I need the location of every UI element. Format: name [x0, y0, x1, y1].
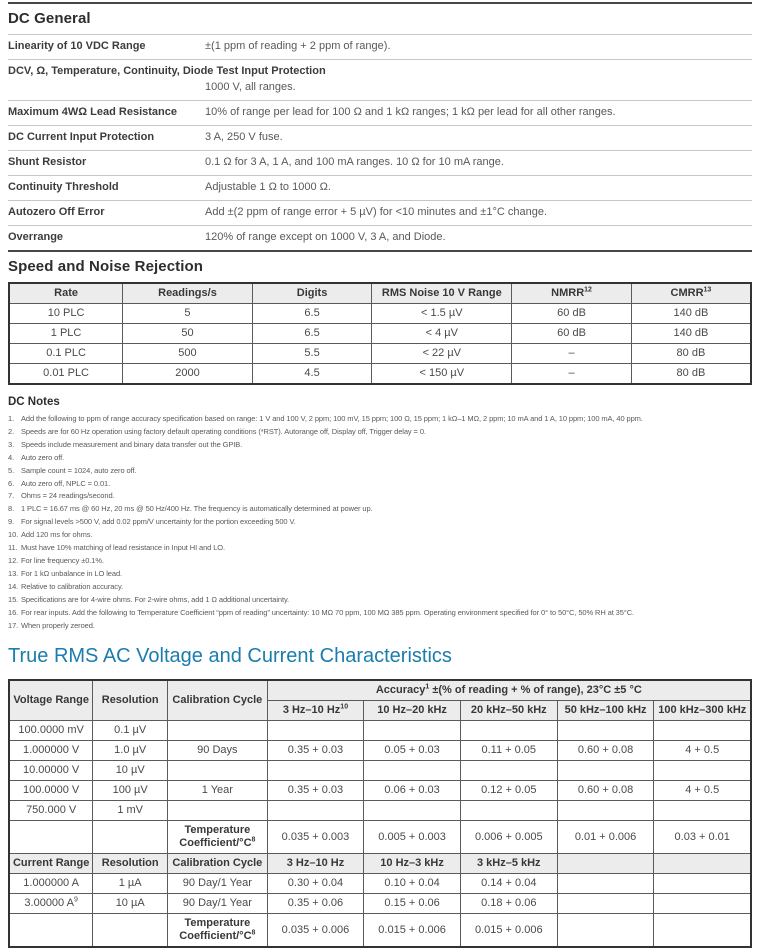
note-row	[8, 503, 752, 516]
table-header-cell: RMS Noise 10 V Range	[372, 283, 512, 304]
note-number: 1.	[8, 414, 15, 423]
note-text: Add the following to ppm of range accuracy specification based on range: 1 V and 100 V, 2 ppm; 100 mV, 15 ppm; 100 Ω, 15 ppm; 1 kΩ–1 MΩ, 2 ppm; 10 mA and 1 A, 10 ppm; 100 mA, 40 ppm.	[21, 414, 643, 423]
table-cell: < 1.5 µV	[372, 304, 512, 324]
table-cell	[557, 894, 654, 914]
table-header-cell: 20 kHz–50 kHz	[460, 701, 557, 721]
table-cell: 0.035 + 0.003	[267, 821, 364, 854]
note-row	[8, 529, 752, 542]
table-cell: 0.01 + 0.006	[557, 821, 654, 854]
spec-label: Maximum 4WΩ Lead Resistance	[8, 106, 177, 118]
note-row	[8, 607, 752, 620]
note-text: Relative to calibration accuracy.	[21, 581, 124, 591]
table-cell: 1 PLC	[9, 324, 123, 344]
dc-notes-list	[8, 413, 752, 632]
table-cell	[267, 761, 364, 781]
table-cell: 4.5	[252, 364, 372, 385]
note-text: Must have 10% matching of lead resistance in Input HI and LO.	[21, 543, 226, 553]
table-cell	[460, 721, 557, 741]
table-header-cell: 50 kHz–100 kHz	[557, 701, 654, 721]
note-text: Auto zero off, NPLC = 0.01.	[21, 478, 111, 488]
table-cell	[557, 761, 654, 781]
table-cell: 60 dB	[512, 324, 632, 344]
note-text: For signal levels >500 V, add 0.02 ppm/V uncertainty for the portion exceeding 500 V.	[21, 517, 296, 527]
ac-characteristics-table-grid	[8, 679, 752, 948]
note-text: 1 PLC = 16.67 ms @ 60 Hz, 20 ms @ 50 Hz/400 Hz. The frequency is automatically determined at power up.	[21, 504, 373, 514]
table-cell: 0.35 + 0.03	[267, 781, 364, 801]
table-header-cell: 10 Hz–3 kHz	[364, 854, 461, 874]
table-cell: 80 dB	[631, 364, 751, 385]
table-header-cell: 3 Hz–10 Hz	[267, 854, 364, 874]
table-cell: 10 PLC	[9, 304, 123, 324]
table-cell: 1 µA	[93, 874, 168, 894]
table-cell	[557, 801, 654, 821]
table-row	[9, 761, 751, 781]
table-cell: 0.60 + 0.08	[557, 741, 654, 761]
note-number: 15.	[8, 594, 19, 604]
table-cell: 0.015 + 0.006	[460, 914, 557, 948]
table-row	[9, 874, 751, 894]
table-row	[9, 324, 751, 344]
table-row	[9, 344, 751, 364]
table-cell: –	[512, 344, 632, 364]
table-cell: 10.00000 V	[9, 761, 93, 781]
table-header-cell	[557, 854, 654, 874]
section-divider	[8, 250, 752, 252]
table-cell: 1 mV	[93, 801, 168, 821]
spec-label: Overrange	[8, 231, 64, 243]
table-header-cell: 10 Hz–20 kHz	[364, 701, 461, 721]
table-row	[9, 680, 751, 701]
note-row	[8, 594, 752, 607]
spec-row	[8, 100, 752, 125]
spec-value: 120% of range except on 1000 V, 3 A, and Diode.	[205, 231, 446, 243]
table-cell	[460, 761, 557, 781]
table-cell: 0.18 + 0.06	[460, 894, 557, 914]
table-row	[9, 894, 751, 914]
table-cell: 0.06 + 0.03	[364, 781, 461, 801]
note-number: 9.	[8, 517, 15, 527]
spec-row	[8, 225, 752, 250]
table-cell: 80 dB	[631, 344, 751, 364]
table-cell	[557, 914, 654, 948]
spec-value: Adjustable 1 Ω to 1000 Ω.	[205, 181, 331, 193]
note-number: 6.	[8, 478, 15, 488]
table-cell: 0.1 PLC	[9, 344, 123, 364]
spec-label: Linearity of 10 VDC Range	[8, 40, 146, 52]
note-text: Auto zero off.	[21, 452, 65, 462]
note-text: When properly zeroed.	[21, 620, 95, 630]
table-cell: Temperature Coefficient/$^\circ C^8$	[168, 914, 268, 948]
note-text: For rear inputs. Add the following to Temperature Coefficient “ppm of reading” uncertainty: 10 MΩ 70 ppm, 100 MΩ 385 ppm. Operating environment specified for 0° to 50°C, 50% RH at 35°C.	[21, 607, 635, 617]
note-row	[8, 413, 752, 426]
table-cell: 140 dB	[631, 324, 751, 344]
note-row	[8, 581, 752, 594]
table-cell: 5	[123, 304, 253, 324]
table-cell	[460, 801, 557, 821]
table-cell: 1 Year	[168, 781, 268, 801]
table-cell: 90 Day/1 Year	[168, 874, 268, 894]
note-number: 11.	[8, 543, 18, 553]
table-cell: 0.15 + 0.06	[364, 894, 461, 914]
table-cell: 0.03 + 0.01	[654, 821, 751, 854]
spec-value: 1000 V, all ranges.	[205, 81, 296, 93]
spec-row	[8, 34, 752, 59]
note-row	[8, 516, 752, 529]
table-cell: –	[512, 364, 632, 385]
speed-noise-title: Speed and Noise Rejection	[8, 258, 204, 275]
spec-label: DC Current Input Protection	[8, 131, 155, 143]
table-cell: 100 µV	[93, 781, 168, 801]
note-number: 12.	[8, 555, 19, 565]
table-header-cell: Resolution	[93, 680, 168, 721]
note-row	[8, 568, 752, 581]
table-cell: 6.5	[252, 304, 372, 324]
table-cell: 0.05 + 0.03	[364, 741, 461, 761]
table-header-cell	[654, 854, 751, 874]
table-row	[9, 821, 751, 854]
spec-value: Add ±(2 ppm of range error + 5 µV) for <10 minutes and ±1°C change.	[205, 206, 547, 218]
table-cell: 500	[123, 344, 253, 364]
note-number: 4.	[8, 452, 15, 462]
table-cell: 0.015 + 0.006	[364, 914, 461, 948]
table-header-cell: 3 kHz–5 kHz	[460, 854, 557, 874]
section-divider	[8, 2, 752, 4]
table-cell	[93, 821, 168, 854]
table-cell: 0.035 + 0.006	[267, 914, 364, 948]
note-number: 16.	[8, 607, 19, 617]
spec-value: 3 A, 250 V fuse.	[205, 131, 283, 143]
table-cell	[168, 801, 268, 821]
table-cell	[654, 721, 751, 741]
table-cell: < 150 µV	[372, 364, 512, 385]
note-number: 7.	[8, 491, 15, 501]
table-cell	[267, 801, 364, 821]
table-cell: 100.0000 V	[9, 781, 93, 801]
table-cell: 2000	[123, 364, 253, 385]
table-header-cell: Readings/s	[123, 283, 253, 304]
table-row	[9, 304, 751, 324]
note-row	[8, 452, 752, 465]
table-cell: 0.14 + 0.04	[460, 874, 557, 894]
ac-characteristics-table	[8, 679, 752, 948]
table-cell: 4 + 0.5	[654, 781, 751, 801]
note-number: 13.	[8, 568, 19, 578]
note-number: 5.	[8, 465, 15, 475]
table-cell: 0.30 + 0.04	[267, 874, 364, 894]
table-cell	[364, 721, 461, 741]
note-text: Ohms = 24 readings/second.	[21, 491, 115, 501]
table-cell	[9, 914, 93, 948]
table-cell	[654, 914, 751, 948]
table-cell: 1.0 µV	[93, 741, 168, 761]
table-cell: 0.005 + 0.003	[364, 821, 461, 854]
table-cell: < 4 µV	[372, 324, 512, 344]
table-cell: 750.000 V	[9, 801, 93, 821]
table-cell	[557, 721, 654, 741]
note-number: 8.	[8, 504, 15, 514]
table-cell: 0.35 + 0.06	[267, 894, 364, 914]
table-cell: 1.000000 A	[9, 874, 93, 894]
table-cell	[168, 761, 268, 781]
table-cell	[93, 914, 168, 948]
table-cell	[364, 761, 461, 781]
note-row	[8, 555, 752, 568]
table-header-cell: Current Range	[9, 854, 93, 874]
dc-general-spec-list	[8, 34, 752, 250]
speed-noise-table	[8, 282, 752, 385]
spec-value: ±(1 ppm of reading + 2 ppm of range).	[205, 40, 391, 52]
table-row	[9, 914, 751, 948]
note-row	[8, 478, 752, 491]
note-number: 14.	[8, 581, 19, 591]
table-header-cell: Accuracy$^1$ ±(% of reading + % of range), 23°C ±5 °C	[267, 680, 751, 701]
spec-value: 0.1 Ω for 3 A, 1 A, and 100 mA ranges. 10 Ω for 10 mA range.	[205, 156, 504, 168]
table-cell: 10 µA	[93, 894, 168, 914]
spec-label: Shunt Resistor	[8, 156, 87, 168]
table-cell: 4 + 0.5	[654, 741, 751, 761]
table-cell	[9, 821, 93, 854]
table-header-cell: Calibration Cycle	[168, 680, 268, 721]
table-row	[9, 364, 751, 385]
table-cell	[654, 801, 751, 821]
table-header-cell: 3 Hz–10 Hz$^{10}$	[267, 701, 364, 721]
table-cell: 0.006 + 0.005	[460, 821, 557, 854]
note-row	[8, 620, 752, 633]
table-cell: 100.0000 mV	[9, 721, 93, 741]
table-cell	[168, 721, 268, 741]
table-cell: 10 µV	[93, 761, 168, 781]
table-cell	[654, 894, 751, 914]
table-header-cell: Voltage Range	[9, 680, 93, 721]
table-cell: 90 Days	[168, 741, 268, 761]
table-cell: 0.01 PLC	[9, 364, 123, 385]
table-cell: 140 dB	[631, 304, 751, 324]
spec-row	[8, 200, 752, 225]
table-cell: 0.60 + 0.08	[557, 781, 654, 801]
dc-general-title: DC General	[8, 10, 91, 27]
table-cell	[654, 874, 751, 894]
table-header-cell: Digits	[252, 283, 372, 304]
table-row	[9, 781, 751, 801]
spec-row	[8, 175, 752, 200]
table-cell: < 22 µV	[372, 344, 512, 364]
spec-label: DCV, Ω, Temperature, Continuity, Diode Test Input Protection	[8, 65, 326, 77]
note-row	[8, 465, 752, 478]
table-cell: Temperature Coefficient/$^\circ C^8$	[168, 821, 268, 854]
table-cell: 5.5	[252, 344, 372, 364]
note-row	[8, 542, 752, 555]
table-cell	[557, 874, 654, 894]
table-cell: 0.12 + 0.05	[460, 781, 557, 801]
note-row	[8, 426, 752, 439]
table-cell	[267, 721, 364, 741]
table-cell: 6.5	[252, 324, 372, 344]
dc-notes-title: DC Notes	[8, 396, 60, 408]
table-header-cell: Calibration Cycle	[168, 854, 268, 874]
table-row	[9, 801, 751, 821]
table-cell: 90 Day/1 Year	[168, 894, 268, 914]
table-header-cell: 100 kHz–300 kHz	[654, 701, 751, 721]
table-header-cell: NMRR$^{12}$	[512, 283, 632, 304]
table-header-cell: CMRR$^{13}$	[631, 283, 751, 304]
table-cell: 0.35 + 0.03	[267, 741, 364, 761]
table-cell: 3.00000 $A^9$	[9, 894, 93, 914]
note-number: 10.	[8, 530, 19, 540]
table-row	[9, 741, 751, 761]
table-row	[9, 283, 751, 304]
table-header-cell: Rate	[9, 283, 123, 304]
note-row	[8, 439, 752, 452]
table-cell: 0.11 + 0.05	[460, 741, 557, 761]
table-cell: 60 dB	[512, 304, 632, 324]
note-text: Speeds are for 60 Hz operation using factory default operating conditions (*RST). Autorange off, Display off, Trigger delay = 0.	[21, 426, 426, 436]
ac-characteristics-title: True RMS AC Voltage and Current Characteristics	[8, 645, 452, 668]
note-text: Add 120 ms for ohms.	[21, 530, 93, 540]
table-cell: 50	[123, 324, 253, 344]
table-cell: 1.000000 V	[9, 741, 93, 761]
spec-row	[8, 59, 752, 100]
note-text: Specifications are for 4-wire ohms. For 2-wire ohms, add 1 Ω additional uncertainty.	[21, 594, 290, 604]
table-row	[9, 721, 751, 741]
note-number: 3.	[8, 439, 15, 449]
table-cell	[654, 761, 751, 781]
spec-value: 10% of range per lead for 100 Ω and 1 kΩ ranges; 1 kΩ per lead for all other ranges.	[205, 106, 616, 118]
table-row	[9, 854, 751, 874]
spec-label: Autozero Off Error	[8, 206, 105, 218]
table-cell	[364, 801, 461, 821]
note-number: 17.	[8, 620, 19, 630]
note-text: Speeds include measurement and binary data transfer out the GPIB.	[21, 439, 243, 449]
spec-row	[8, 125, 752, 150]
table-cell: 0.10 + 0.04	[364, 874, 461, 894]
speed-noise-table-grid	[8, 282, 752, 385]
note-text: For line frequency ±0.1%.	[21, 555, 104, 565]
note-number: 2.	[8, 426, 15, 436]
spec-label: Continuity Threshold	[8, 181, 119, 193]
table-cell: 0.1 µV	[93, 721, 168, 741]
note-text: For 1 kΩ unbalance in LO lead.	[21, 568, 123, 578]
table-header-cell: Resolution	[93, 854, 168, 874]
note-text: Sample count = 1024, auto zero off.	[21, 465, 137, 475]
note-row	[8, 490, 752, 503]
spec-row	[8, 150, 752, 175]
